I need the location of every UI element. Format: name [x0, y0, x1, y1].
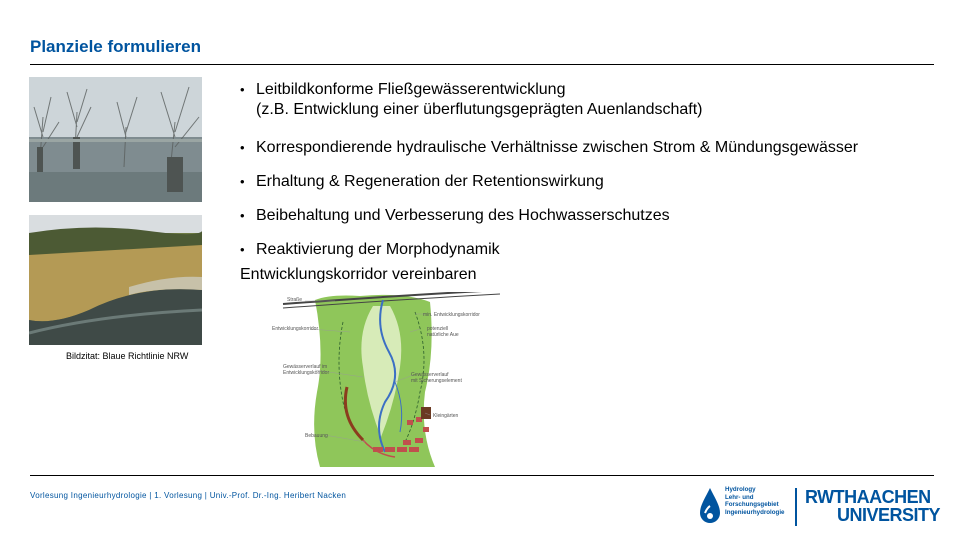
photo-river-gravel-bank — [29, 215, 202, 345]
label-corridor: Entwicklungskorridor — [272, 326, 319, 332]
water-drop-icon — [698, 486, 722, 526]
header-divider — [30, 64, 934, 65]
bullet-text: Korrespondierende hydraulische Verhältnisse zwischen Strom & Mündungsgewässer — [256, 139, 859, 156]
label-strasse: Straße — [287, 297, 303, 303]
bullet-item — [240, 240, 940, 260]
footer-text: Vorlesung Ingenieurhydrologie | 1. Vorlesung | Univ.-Prof. Dr.-Ing. Heribert Nacken — [30, 491, 347, 500]
hydro-line: Ingenieurhydrologie — [725, 508, 785, 516]
hydrology-logo-text — [725, 486, 784, 516]
bullet-list — [240, 80, 940, 260]
footer-divider — [30, 475, 934, 476]
rwth-logo-line1: RWTHAACHEN — [805, 487, 931, 507]
bullet-item — [240, 172, 940, 192]
bullet-item — [240, 80, 940, 120]
bullet-text: Beibehaltung und Verbesserung des Hochwasserschutzes — [256, 207, 670, 224]
photo-flooded-floodplain — [29, 77, 202, 202]
label-gewaesser-2: Entwicklungskorridor — [283, 370, 330, 376]
logo-separator — [795, 488, 797, 526]
label-kleingarten: Kleingärten — [433, 413, 459, 419]
hydro-line: Lehr- und — [725, 493, 754, 501]
rwth-logo-line2: UNIVERSITY — [837, 505, 941, 525]
image-caption: Bildzitat: Blaue Richtlinie NRW — [66, 351, 189, 361]
label-potential-aue-1: potenziell — [427, 326, 449, 332]
bullet-item — [240, 206, 940, 226]
bullet-text: Reaktivierung der Morphodynamik — [256, 241, 500, 258]
corridor-heading: Entwicklungskorridor vereinbaren — [240, 266, 477, 283]
bullet-text: Leitbildkonforme Fließgewässerentwicklung — [256, 81, 566, 98]
bullet-text: Erhaltung & Regeneration der Retentionswirkung — [256, 173, 604, 190]
label-gewaesser-1: Gewässerverlauf im — [283, 364, 328, 370]
rwth-logo — [805, 487, 941, 527]
label-sicherung-2: mit Sicherungselement — [411, 378, 462, 384]
bullet-item — [240, 138, 940, 158]
label-potential-aue-2: natürliche Aue — [427, 332, 459, 338]
label-min-corridor: min. Entwicklungskorridor — [423, 312, 480, 318]
page-title: Planziele formulieren — [30, 37, 201, 56]
corridor-diagram — [255, 292, 500, 470]
bullet-subtext: (z.B. Entwicklung einer überflutungsgeprägten Auenlandschaft) — [256, 101, 703, 118]
hydro-line: Forschungsgebiet — [725, 501, 779, 508]
hydro-line: Hydrology — [725, 486, 756, 493]
label-sicherung-1: Gewässerverlauf — [411, 372, 449, 378]
hydrology-logo — [698, 486, 790, 526]
label-bebauung: Bebauung — [305, 433, 328, 439]
